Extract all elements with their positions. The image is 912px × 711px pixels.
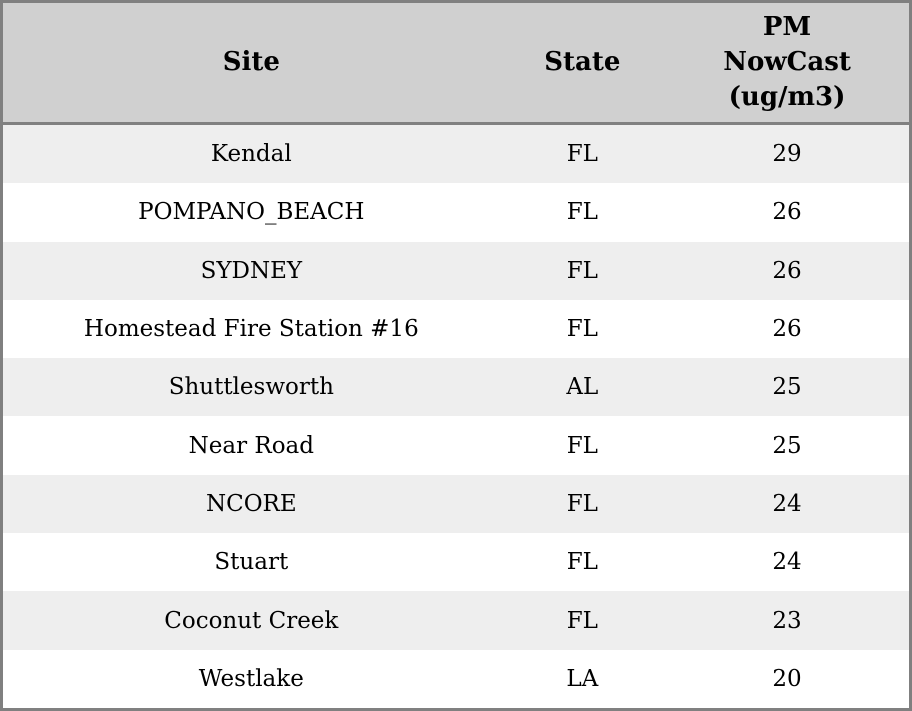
table-row	[2, 591, 911, 649]
column-header-site-label: Site	[222, 46, 280, 77]
site-cell: Homestead Fire Station #16	[2, 300, 500, 358]
pm-nowcast-cell: 20	[665, 650, 910, 710]
state-cell: FL	[500, 533, 665, 591]
site-cell: NCORE	[2, 475, 500, 533]
state-cell: FL	[500, 242, 665, 300]
pm-nowcast-cell: 25	[665, 416, 910, 474]
pm-nowcast-cell: 23	[665, 591, 910, 649]
site-cell: Stuart	[2, 533, 500, 591]
table-body	[2, 124, 911, 710]
table-row	[2, 650, 911, 710]
site-cell: Shuttlesworth	[2, 358, 500, 416]
site-cell: Westlake	[2, 650, 500, 710]
column-header-state	[500, 2, 665, 124]
column-header-site	[2, 2, 500, 124]
site-cell: Near Road	[2, 416, 500, 474]
column-header-pm-nowcast	[665, 2, 910, 124]
pm-nowcast-cell: 24	[665, 533, 910, 591]
state-cell: FL	[500, 300, 665, 358]
table-header	[2, 2, 911, 124]
pm-nowcast-cell: 26	[665, 300, 910, 358]
state-cell: FL	[500, 183, 665, 241]
pm-nowcast-cell: 26	[665, 242, 910, 300]
site-cell: Coconut Creek	[2, 591, 500, 649]
table-row	[2, 124, 911, 184]
site-cell: Kendal	[2, 124, 500, 184]
table-row	[2, 416, 911, 474]
table-row	[2, 242, 911, 300]
table-row	[2, 475, 911, 533]
state-cell: FL	[500, 591, 665, 649]
column-header-pm-nowcast-label: PM NowCast (ug/m3)	[723, 11, 851, 113]
pm-nowcast-cell: 24	[665, 475, 910, 533]
column-header-state-label: State	[544, 46, 621, 77]
header-row	[2, 2, 911, 124]
table-row	[2, 358, 911, 416]
state-cell: FL	[500, 124, 665, 184]
state-cell: FL	[500, 416, 665, 474]
table-row	[2, 300, 911, 358]
pm-nowcast-cell: 29	[665, 124, 910, 184]
state-cell: AL	[500, 358, 665, 416]
state-cell: FL	[500, 475, 665, 533]
site-cell: SYDNEY	[2, 242, 500, 300]
table-row	[2, 533, 911, 591]
state-cell: LA	[500, 650, 665, 710]
pm-nowcast-cell: 26	[665, 183, 910, 241]
site-cell: POMPANO_BEACH	[2, 183, 500, 241]
table-row	[2, 183, 911, 241]
pm-nowcast-cell: 25	[665, 358, 910, 416]
